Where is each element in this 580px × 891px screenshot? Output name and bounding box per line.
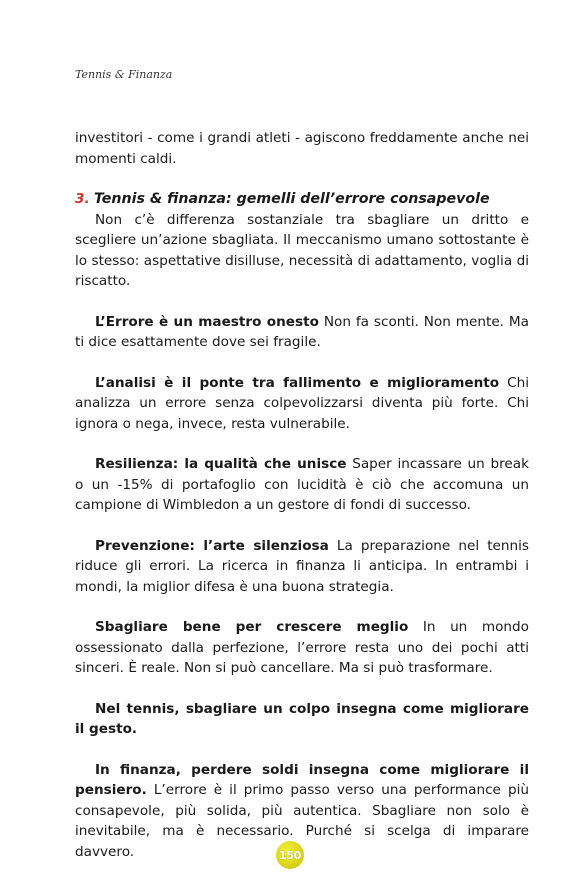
paragraph [75, 760, 529, 863]
paragraph-lead: Sbagliare bene per crescere meglio [95, 619, 409, 635]
paragraph-lead: Nel tennis, sbagliare un colpo insegna come migliorare il gesto. [75, 700, 529, 737]
section-heading [75, 189, 529, 210]
paragraph-continued: investitori - come i grandi atleti - agiscono freddamente anche nei momenti caldi. [75, 130, 529, 167]
paragraph-lead: In finanza, perdere soldi insegna come migliorare il pensiero. [75, 761, 529, 798]
paragraph-lead: L’analisi è il ponte tra fallimento e miglioramento [95, 374, 500, 391]
page-number: 150 [278, 848, 302, 862]
paragraph-text: L’errore è il primo passo verso una performance più consapevole, più solida, più autentica. Sbagliare non solo è inevitabile, ma è necessario. Purché si scelga di imparare davvero. [75, 782, 529, 860]
section-intro: Non c’è differenza sostanziale tra sbagliare un dritto e scegliere un’azione sbagliata. Il meccanismo umano sottostante è lo stesso: aspettative disilluse, necessità di adattamento, voglia di riscatto. [75, 211, 529, 289]
paragraph-text: Saper incassare un break o un -15% di portafoglio con lucidità è ciò che accomuna un campione di Wimbledon a un gestore di fondi di successo. [75, 456, 529, 513]
paragraph-lead: L’Errore è un maestro onesto [95, 313, 319, 330]
running-header: Tennis & Finanza [75, 68, 173, 81]
paragraph-text: In un mondo ossessionato dalla perfezione, l’errore resta uno dei pochi atti sinceri. È reale. Non si può cancellare. Ma si può trasformare. [75, 619, 529, 676]
paragraph-text: Non fa sconti. Non mente. Ma ti dice esattamente dove sei fragile. [75, 313, 529, 350]
paragraph [75, 536, 529, 598]
paragraph-text: La preparazione nel tennis riduce gli errori. La ricerca in finanza li anticipa. In entrambi i mondi, la miglior difesa è una buona strategia. [75, 537, 529, 595]
paragraph [75, 373, 529, 435]
page-number-badge [276, 841, 304, 869]
paragraph [75, 454, 529, 516]
paragraph-lead: Prevenzione: l’arte silenziosa [95, 537, 329, 554]
paragraph [75, 312, 529, 353]
paragraph-lead: Resilienza: la qualità che unisce [95, 456, 347, 472]
paragraph-text: Chi analizza un errore senza colpevolizzarsi diventa più forte. Chi ignora o nega, invece, resta vulnerabile. [75, 374, 529, 432]
section-number: 3. [75, 191, 90, 207]
paragraph [75, 617, 529, 679]
section-title: Tennis & finanza: gemelli dell’errore consapevole [93, 191, 490, 207]
paragraph [75, 699, 529, 740]
page-body [75, 128, 529, 862]
